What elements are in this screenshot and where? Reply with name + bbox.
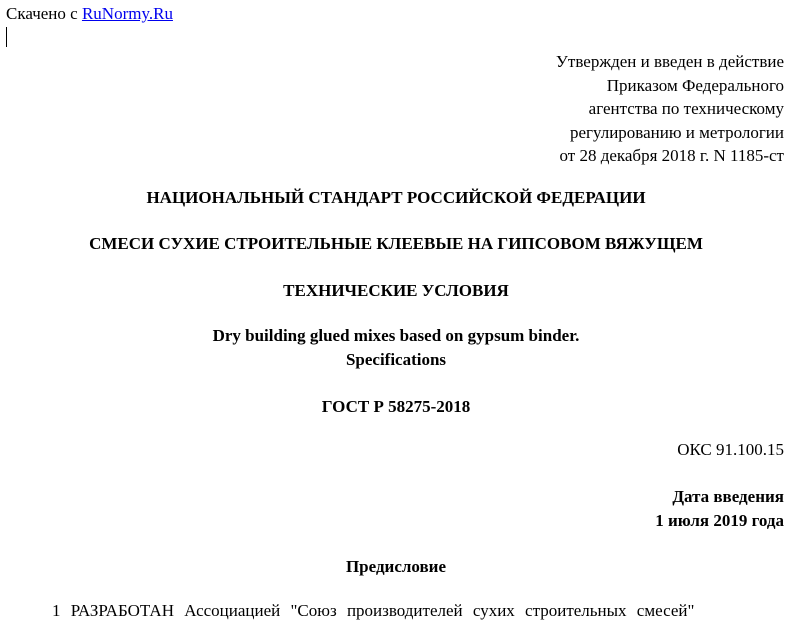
- approval-line: от 28 декабря 2018 г. N 1185-ст: [559, 146, 784, 165]
- foreword-item-1: 1 РАЗРАБОТАН Ассоциацией "Союз производителей сухих строительных смесей": [52, 601, 695, 620]
- approval-line: Утвержден и введен в действие: [555, 52, 784, 71]
- standard-code: ГОСТ Р 58275-2018: [321, 397, 471, 416]
- english-title: [0, 324, 792, 372]
- english-title-line1: Dry building glued mixes based on gypsum binder.: [212, 326, 580, 345]
- spec-title: ТЕХНИЧЕСКИЕ УСЛОВИЯ: [283, 281, 509, 300]
- foreword-heading: Предисловие: [345, 557, 447, 576]
- oks-code: ОКС 91.100.15: [677, 440, 784, 459]
- text-cursor: [6, 27, 7, 47]
- approval-line: агентства по техническому: [588, 99, 784, 118]
- approval-block: [556, 50, 784, 168]
- effective-label: Дата введения: [672, 487, 784, 506]
- source-link[interactable]: RuNormy.Ru: [81, 4, 173, 23]
- approval-line: Приказом Федерального: [606, 75, 784, 95]
- subject-title: СМЕСИ СУХИЕ СТРОИТЕЛЬНЫЕ КЛЕЕВЫЕ НА ГИПСОВОМ ВЯЖУЩЕМ: [89, 234, 703, 253]
- approval-line: регулированию и метрологии: [569, 122, 784, 142]
- english-title-line2: Specifications: [345, 350, 447, 369]
- standard-title: НАЦИОНАЛЬНЫЙ СТАНДАРТ РОССИЙСКОЙ ФЕДЕРАЦИИ: [146, 188, 646, 207]
- effective-date-block: [655, 485, 784, 533]
- source-prefix: Скачено с: [6, 4, 82, 23]
- effective-date: 1 июля 2019 года: [655, 511, 784, 530]
- source-line: [6, 4, 173, 24]
